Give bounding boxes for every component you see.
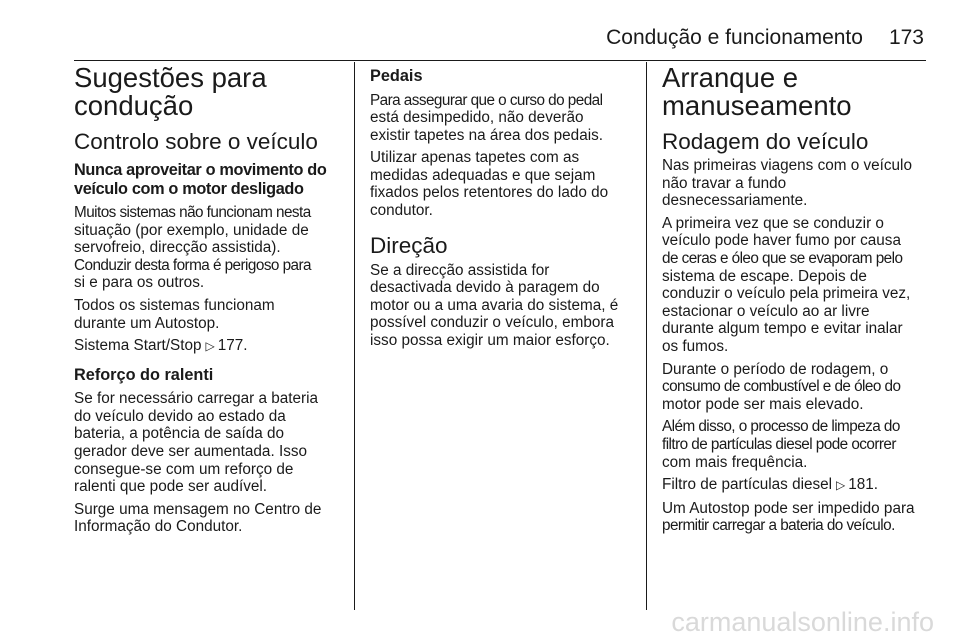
paragraph: Um Autostop pode ser impedido para permitir carregar a bateria do veículo. [662,499,915,535]
subsection-heading: Direção [370,232,448,258]
paragraph: Surge uma mensagem no Centro de Informação do Condutor. [74,500,322,536]
column-2 [370,62,636,355]
subsection-heading: Controlo sobre o veículo [74,129,318,154]
paragraph: Muitos sistemas não funcionam nesta situação (por exemplo, unidade de servofreio, direcção assistida). Conduzir desta forma é perigoso para si e para os outros. [74,204,311,292]
topic-heading: Reforço do ralenti [74,365,214,384]
column-divider-1 [354,62,355,610]
cross-reference: Filtro de partículas diesel ▷ 181. [662,476,879,494]
column-3 [662,62,928,540]
page-reference-arrow-icon: ▷ [205,339,215,354]
topic-heading: Nunca aproveitar o movimento do veículo com o motor desligado [74,161,327,198]
paragraph: A primeira vez que se conduzir o veículo pode haver fumo por causa de ceras e óleo que se evaporam pelo sistema de escape. Depois de conduzir o veículo pela primeira vez, estacionar o veículo ao ar livre durante algum tempo e evitar inalar os fumos. [662,214,911,355]
watermark: carmanualsonline.info [671,607,934,637]
paragraph: Todos os sistemas funcionam durante um Autostop. [74,296,275,332]
section-heading: Arranque e manuseamento [662,62,852,121]
column-1 [74,62,340,541]
page-number: 173 [888,26,924,49]
reference-link[interactable]: 177. [217,337,248,355]
paragraph: Durante o período de rodagem, o consumo de combustível e de óleo do motor pode ser mais elevado. [662,360,901,413]
paragraph: Se for necessário carregar a bateria do veículo devido ao estado da bateria, a potência de saída do gerador deve ser aumentada. Isso consegue-se com um reforço de ralenti que pode ser audível. [74,390,319,496]
header-rule [74,60,926,61]
cross-reference: Sistema Start/Stop ▷ 177. [74,337,248,355]
topic-heading: Pedais [370,67,423,85]
paragraph: Utilizar apenas tapetes com as medidas adequadas e que sejam fixados pelos retentores do lado do condutor. [370,149,609,220]
paragraph: Além disso, o processo de limpeza do filtro de partículas diesel pode ocorrer com mais frequência. [662,418,900,471]
paragraph: Nas primeiras viagens com o veículo não travar a fundo desnecessariamente. [662,157,912,210]
reference-link[interactable]: 181. [848,476,879,494]
subsection-heading: Rodagem do veículo [662,129,869,154]
page-reference-arrow-icon: ▷ [836,478,846,493]
paragraph: Para assegurar que o curso do pedal está desimpedido, não deverão existir tapetes na área dos pedais. [370,91,603,144]
page-header [0,26,924,56]
paragraph: Se a direcção assistida for desactivada devido à paragem do motor ou a uma avaria do sistema, é possível conduzir o veículo, embora isso possa exigir um maior esforço. [370,261,619,350]
section-heading: Sugestões para condução [74,62,267,121]
column-divider-2 [646,62,647,610]
chapter-title: Condução e funcionamento [606,26,863,49]
